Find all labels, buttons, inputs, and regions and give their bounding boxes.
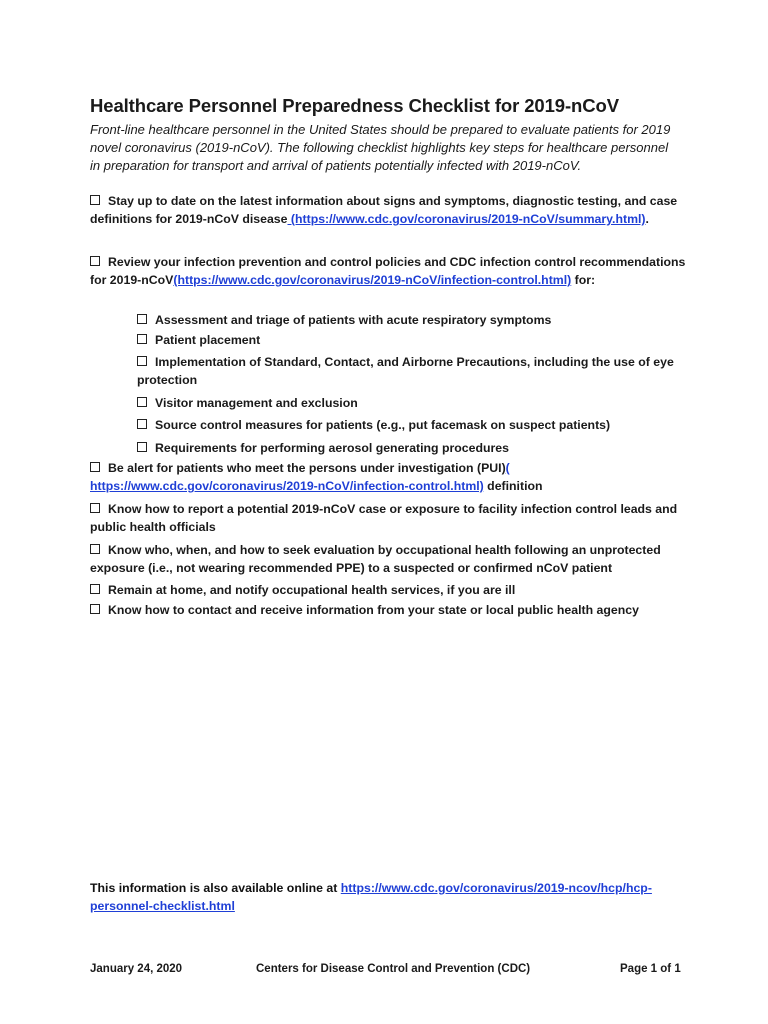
checkbox-icon[interactable] bbox=[90, 256, 100, 266]
checkbox-icon[interactable] bbox=[137, 397, 147, 407]
checkbox-icon[interactable] bbox=[90, 503, 100, 513]
checkbox-icon[interactable] bbox=[90, 604, 100, 614]
footer-organization: Centers for Disease Control and Prevention (CDC) bbox=[256, 963, 531, 975]
footer-date: January 24, 2020 bbox=[90, 963, 183, 975]
sub-item-aerosol-procedures: Requirements for performing aerosol generating procedures bbox=[137, 439, 697, 457]
footer-page-number: Page 1 of 1 bbox=[620, 963, 681, 975]
summary-link[interactable]: (https://www.cdc.gov/coronavirus/2019-nCoV/summary.html) bbox=[287, 212, 646, 226]
checklist-item-remain-home: Remain at home, and notify occupational health services, if you are ill bbox=[90, 581, 690, 599]
sub-item-patient-placement: Patient placement bbox=[137, 331, 697, 349]
online-availability-note: This information is also available online at https://www.cdc.gov/coronavirus/2019-ncov/hcp/hcp-personnel-checklist.html bbox=[90, 881, 652, 913]
checklist-item-review-policies: Review your infection prevention and control policies and CDC infection control recommendations for 2019-nCoV(https://www.cdc.gov/coronavirus/2019-nCoV/infection-control.html) for: bbox=[90, 255, 686, 287]
infection-control-link[interactable]: (https://www.cdc.gov/coronavirus/2019-nCoV/infection-control.html) bbox=[173, 273, 572, 287]
checklist-item-pui-alert: Be alert for patients who meet the persons under investigation (PUI)( https://www.cdc.gov/coronavirus/2019-nCoV/infection-control.html) definition bbox=[90, 461, 543, 493]
checkbox-icon[interactable] bbox=[137, 356, 147, 366]
pui-link[interactable]: ( https://www.cdc.gov/coronavirus/2019-nCoV/infection-control.html) bbox=[90, 461, 510, 493]
sub-item-precautions: Implementation of Standard, Contact, and Airborne Precautions, including the use of eye protection bbox=[137, 355, 674, 387]
sub-item-source-control: Source control measures for patients (e.g., put facemask on suspect patients) bbox=[137, 416, 697, 434]
checkbox-icon[interactable] bbox=[137, 314, 147, 324]
checkbox-icon[interactable] bbox=[137, 442, 147, 452]
checkbox-icon[interactable] bbox=[137, 334, 147, 344]
checklist-item-report-case: Know how to report a potential 2019-nCoV case or exposure to facility infection control leads and public health officials bbox=[90, 502, 678, 534]
checkbox-icon[interactable] bbox=[90, 584, 100, 594]
checkbox-icon[interactable] bbox=[137, 419, 147, 429]
sub-item-assessment-triage: Assessment and triage of patients with acute respiratory symptoms bbox=[137, 311, 697, 329]
checkbox-icon[interactable] bbox=[90, 544, 100, 554]
checkbox-icon[interactable] bbox=[90, 462, 100, 472]
checkbox-icon[interactable] bbox=[90, 195, 100, 205]
intro-paragraph: Front-line healthcare personnel in the United States should be prepared to evaluate patients for 2019 novel coronavirus (2019-nCoV). The following checklist highlights key steps for healthcare personnel in preparation for transport and arrival of patients potentially infected with 2019-nCoV. bbox=[90, 122, 671, 173]
checklist-online-link[interactable]: https://www.cdc.gov/coronavirus/2019-ncov/hcp/hcp-personnel-checklist.html bbox=[90, 881, 652, 913]
page-title: Healthcare Personnel Preparedness Checklist for 2019-nCoV bbox=[90, 95, 619, 116]
sub-item-visitor-management: Visitor management and exclusion bbox=[137, 394, 697, 412]
checklist-item-contact-agency: Know how to contact and receive information from your state or local public health agency bbox=[90, 601, 690, 619]
checklist-item-stay-updated: Stay up to date on the latest information about signs and symptoms, diagnostic testing, and case definitions for 2019-nCoV disease (https://www.cdc.gov/coronavirus/2019-nCoV/summary.html). bbox=[90, 194, 678, 226]
checklist-item-occupational-health: Know who, when, and how to seek evaluation by occupational health following an unprotected exposure (i.e., not wearing recommended PPE) to a suspected or confirmed nCoV patient bbox=[90, 543, 661, 575]
